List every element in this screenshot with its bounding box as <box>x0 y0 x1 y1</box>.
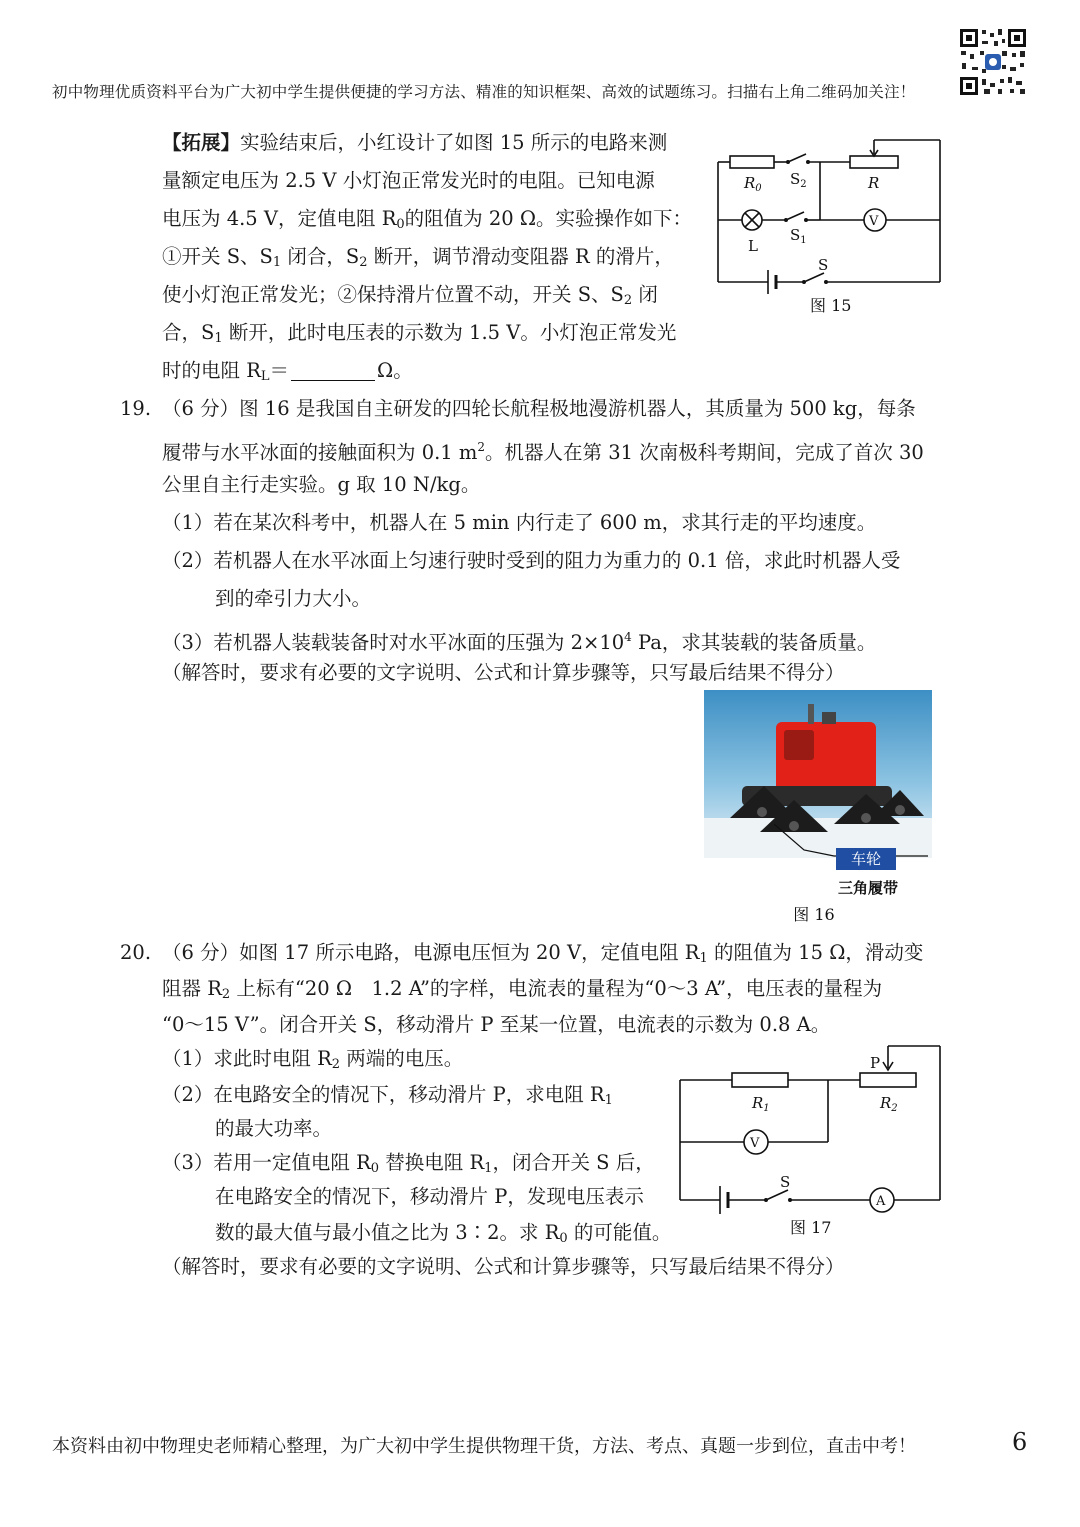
fig16-label-track: 三角履带 <box>837 879 899 897</box>
fig15-label-l: L <box>748 237 758 255</box>
q20-item-3-cont-2: 数的最大值与最小值之比为 3∶2。求 $R_0$ 的可能值。 <box>215 1221 672 1246</box>
qr-code-icon[interactable] <box>958 27 1028 97</box>
extension-line-7: 时的电阻 $R_L= \Omega$。 <box>162 359 413 384</box>
fig17-label-r2: $R_2$ <box>880 1094 898 1114</box>
fig15-label-r: R <box>868 174 880 192</box>
extension-line-4: ①开关 S、$S_1$ 闭合，$S_2$ 断开，调节滑动变阻器 R 的滑片， <box>162 245 674 270</box>
q19-item-3: （3）若机器人装载装备时对水平冰面的压强为 $2\times 10^4$ Pa，求其装载的装备质量。 <box>162 630 877 654</box>
fig15-label-s: S <box>818 256 829 274</box>
resistor-r1-symbol <box>732 1073 788 1087</box>
q19-item-2-cont: 到的牵引力大小。 <box>215 587 372 610</box>
extension-tag: 【拓展】 <box>162 131 241 154</box>
fig17-label-s: S <box>780 1173 791 1191</box>
q19-line-3: 公里自主行走实验。g 取 10 N/kg。 <box>162 473 481 496</box>
q20-item-3: （3）若用一定值电阻 $R_0$ 替换电阻 $R_1$，闭合开关 S 后， <box>162 1151 655 1176</box>
q19-line-1: （6 分）图 16 是我国自主研发的四轮长航程极地漫游机器人，其质量为 500 kg，每条 <box>162 397 916 420</box>
q20-item-2-cont: 的最大功率。 <box>215 1117 333 1140</box>
q20-line-1: （6 分）如图 17 所示电路，电源电压恒为 20 V，定值电阻 $R_1$ 的阻值为 15 Ω，滑动变 <box>162 941 924 966</box>
figure-16-robot-photo <box>704 690 934 930</box>
extension-line-1: 【拓展】实验结束后，小红设计了如图 15 所示的电路来测 <box>162 131 668 154</box>
page-number: 6 <box>1012 1428 1028 1456</box>
q19-number: 19. <box>120 397 152 420</box>
q20-item-3-cont-1: 在电路安全的情况下，移动滑片 P，发现电压表示 <box>215 1185 644 1208</box>
page-footer-text: 本资料由初中物理史老师精心整理，为广大初中学生提供物理干货，方法、考点、真题一步到位，直击中考！ <box>52 1436 916 1457</box>
q19-line-2: 履带与水平冰面的接触面积为 0.1 $m^2$。机器人在第 31 次南极科考期间，完成了首次 30 <box>162 440 924 464</box>
figure-17-circuit-diagram <box>672 1040 947 1245</box>
fig17-label-a: A <box>876 1194 886 1209</box>
fig17-label-r1: $R_1$ <box>752 1094 770 1114</box>
figure-15-circuit-diagram <box>708 130 948 325</box>
rheostat-r2-symbol <box>860 1073 916 1087</box>
q20-line-3: “0～15 V”。闭合开关 S，移动滑片 P 至某一位置，电流表的示数为 0.8 A。 <box>162 1013 831 1036</box>
extension-line-2: 量额定电压为 2.5 V 小灯泡正常发光时的电阻。已知电源 <box>162 169 655 192</box>
fig17-label-p: P <box>870 1054 881 1072</box>
resistor-r0-symbol <box>730 156 774 168</box>
fig16-caption: 图 16 <box>793 905 835 924</box>
page-header-text: 初中物理优质资料平台为广大初中学生提供便捷的学习方法、精准的知识框架、高效的试题练习。扫描右上角二维码加关注！ <box>52 83 916 101</box>
fig15-label-r0: $R_0$ <box>744 174 762 194</box>
q20-item-2: （2）在电路安全的情况下，移动滑片 P，求电阻 $R_1$ <box>162 1083 613 1108</box>
rheostat-r-symbol <box>850 156 898 168</box>
extension-line-3: 电压为 4.5 V，定值电阻 $R_0$的阻值为 20 Ω。实验操作如下： <box>162 207 693 232</box>
extension-line-6: 合，$S_1$ 断开，此时电压表的示数为 1.5 V。小灯泡正常发光 <box>162 321 677 346</box>
fig15-label-v: V <box>869 214 879 229</box>
q20-line-2: 阻器 $R_2$ 上标有“20 Ω 1.2 A”的字样，电流表的量程为“0～3 A”，电压表的量程为 <box>162 977 883 1002</box>
answer-blank[interactable] <box>291 362 375 381</box>
extension-line-5: 使小灯泡正常发光；②保持滑片位置不动，开关 S、$S_2$ 闭 <box>162 283 658 308</box>
q19-note: （解答时，要求有必要的文字说明、公式和计算步骤等，只写最后结果不得分） <box>162 661 845 684</box>
fig15-caption: 图 15 <box>810 296 852 315</box>
fig16-label-wheel: 车轮 <box>850 850 882 868</box>
q20-note: （解答时，要求有必要的文字说明、公式和计算步骤等，只写最后结果不得分） <box>162 1255 845 1278</box>
fig15-label-s1: $S_1$ <box>790 226 807 246</box>
q20-item-1: （1）求此时电阻 $R_2$ 两端的电压。 <box>162 1047 464 1072</box>
fig15-label-s2: $S_2$ <box>790 170 807 190</box>
q20-number: 20. <box>120 941 152 964</box>
fig17-label-v: V <box>750 1136 760 1151</box>
q19-item-1: （1）若在某次科考中，机器人在 5 min 内行走了 600 m，求其行走的平均速度。 <box>162 511 877 534</box>
q19-item-2: （2）若机器人在水平冰面上匀速行驶时受到的阻力为重力的 0.1 倍，求此时机器人受 <box>162 549 901 572</box>
fig17-caption: 图 17 <box>790 1218 832 1237</box>
